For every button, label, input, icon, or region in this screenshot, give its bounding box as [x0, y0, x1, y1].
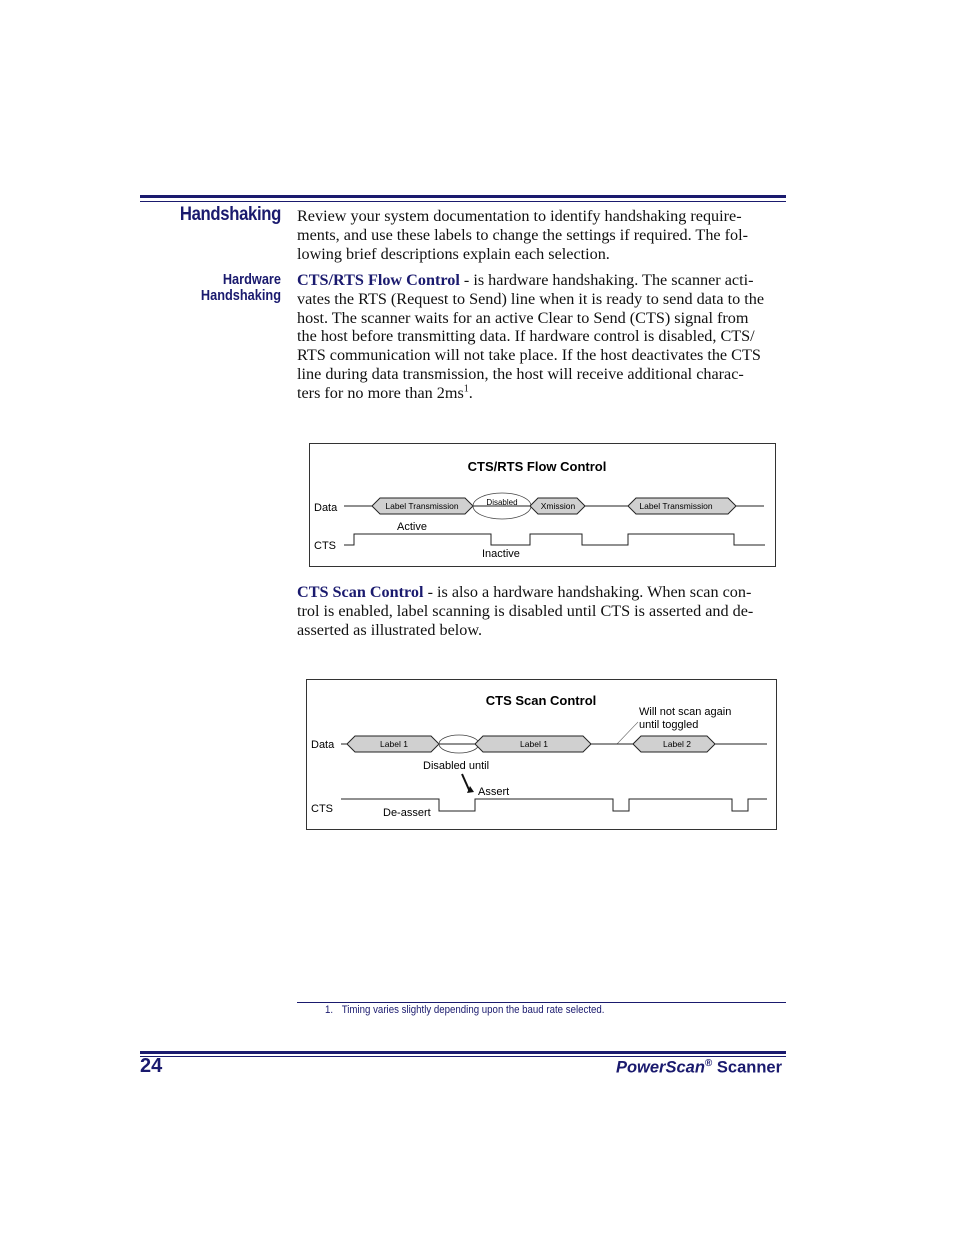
subsection-heading [175, 272, 281, 304]
figure1-active-label: Active [397, 521, 427, 533]
cts-scan-line: trol is enabled, label scanning is disabled until CTS is asserted and de- [297, 601, 754, 620]
section-heading: Handshaking [179, 204, 281, 225]
cts-scan-timing-svg [307, 680, 776, 829]
cts-rts-line: the host before transmitting data. If hardware control is disabled, CTS/ [297, 327, 755, 346]
figure2-segment-text: Label 1 [380, 739, 408, 749]
figure1-cts-waveform [344, 534, 765, 545]
figure2-assert-label: Assert [478, 786, 510, 798]
cts-rts-timing-diagram [309, 443, 776, 567]
product-name [616, 1058, 782, 1078]
figure1-inactive-label: Inactive [482, 548, 520, 560]
subsection-heading-line1: Hardware [222, 272, 281, 288]
cts-scan-timing-diagram [306, 679, 777, 830]
page-number: 24 [140, 1055, 163, 1077]
cts-rts-period: . [468, 383, 473, 402]
footnote-reference: 1 [463, 383, 469, 395]
cts-scan-line1: - is also a hardware handshaking. When scan con- [423, 583, 752, 601]
cts-scan-lead: CTS Scan Control [297, 583, 424, 601]
cts-rts-timing-svg [310, 444, 775, 566]
header-rule [140, 195, 786, 202]
footnote-number: 1. [325, 1004, 334, 1016]
intro-line: ments, and use these labels to change the settings if required. The fol- [297, 225, 749, 244]
figure2-disabled-until: Disabled until [423, 760, 490, 772]
cts-rts-line: line during data transmission, the host will receive additional charac- [297, 364, 744, 383]
cts-rts-lead: CTS/RTS Flow Control [297, 271, 460, 289]
figure2-cts-label: CTS [311, 803, 333, 815]
figure1-cts-label: CTS [314, 540, 336, 552]
figure2-segment-text: Label 2 [663, 739, 691, 749]
cts-rts-last-line: ters for no more than 2ms [297, 383, 464, 402]
figure2-note-line2: until toggled [639, 719, 699, 731]
figure1-segment-text: Label Transmission [639, 501, 713, 511]
figure1-segment-text: Label Transmission [385, 501, 459, 511]
figure1-data-label: Data [314, 502, 338, 514]
subsection-heading-line2: Handshaking [200, 288, 281, 304]
footer-rule [140, 1051, 786, 1057]
figure2-title: CTS Scan Control [485, 693, 597, 708]
figure2-data-label: Data [311, 739, 335, 751]
cts-scan-line: asserted as illustrated below. [297, 620, 483, 639]
cts-rts-paragraph [297, 271, 786, 403]
brand-name: PowerScan [615, 1058, 705, 1077]
brand-suffix: Scanner [712, 1058, 782, 1077]
cts-rts-line: vates the RTS (Request to Send) line when it is ready to send data to the [297, 289, 765, 308]
intro-line: lowing brief descriptions explain each selection. [297, 244, 610, 263]
registered-mark: ® [704, 1058, 713, 1069]
intro-paragraph [297, 207, 786, 263]
figure1-title: CTS/RTS Flow Control [467, 459, 607, 474]
figure2-segment-text: Label 1 [520, 739, 548, 749]
footnote [325, 1004, 605, 1016]
figure2-deassert-label: De-assert [383, 807, 431, 819]
figure1-disabled-text: Disabled [486, 498, 518, 507]
footnote-text: Timing varies slightly depending upon the baud rate selected. [341, 1004, 605, 1016]
intro-line: Review your system documentation to identify handshaking require- [297, 207, 742, 225]
cts-rts-line1: - is hardware handshaking. The scanner acti- [459, 271, 754, 289]
figure1-segment-text: Xmission [540, 501, 576, 511]
figure2-note-line1: Will not scan again [639, 706, 732, 718]
cts-rts-line: host. The scanner waits for an active Clear to Send (CTS) signal from [297, 308, 749, 327]
footnote-rule [297, 1002, 786, 1003]
cts-scan-paragraph [297, 583, 786, 639]
figure2-note-leader [617, 722, 638, 744]
cts-rts-line: RTS communication will not take place. If the host deactivates the CTS [297, 346, 761, 365]
